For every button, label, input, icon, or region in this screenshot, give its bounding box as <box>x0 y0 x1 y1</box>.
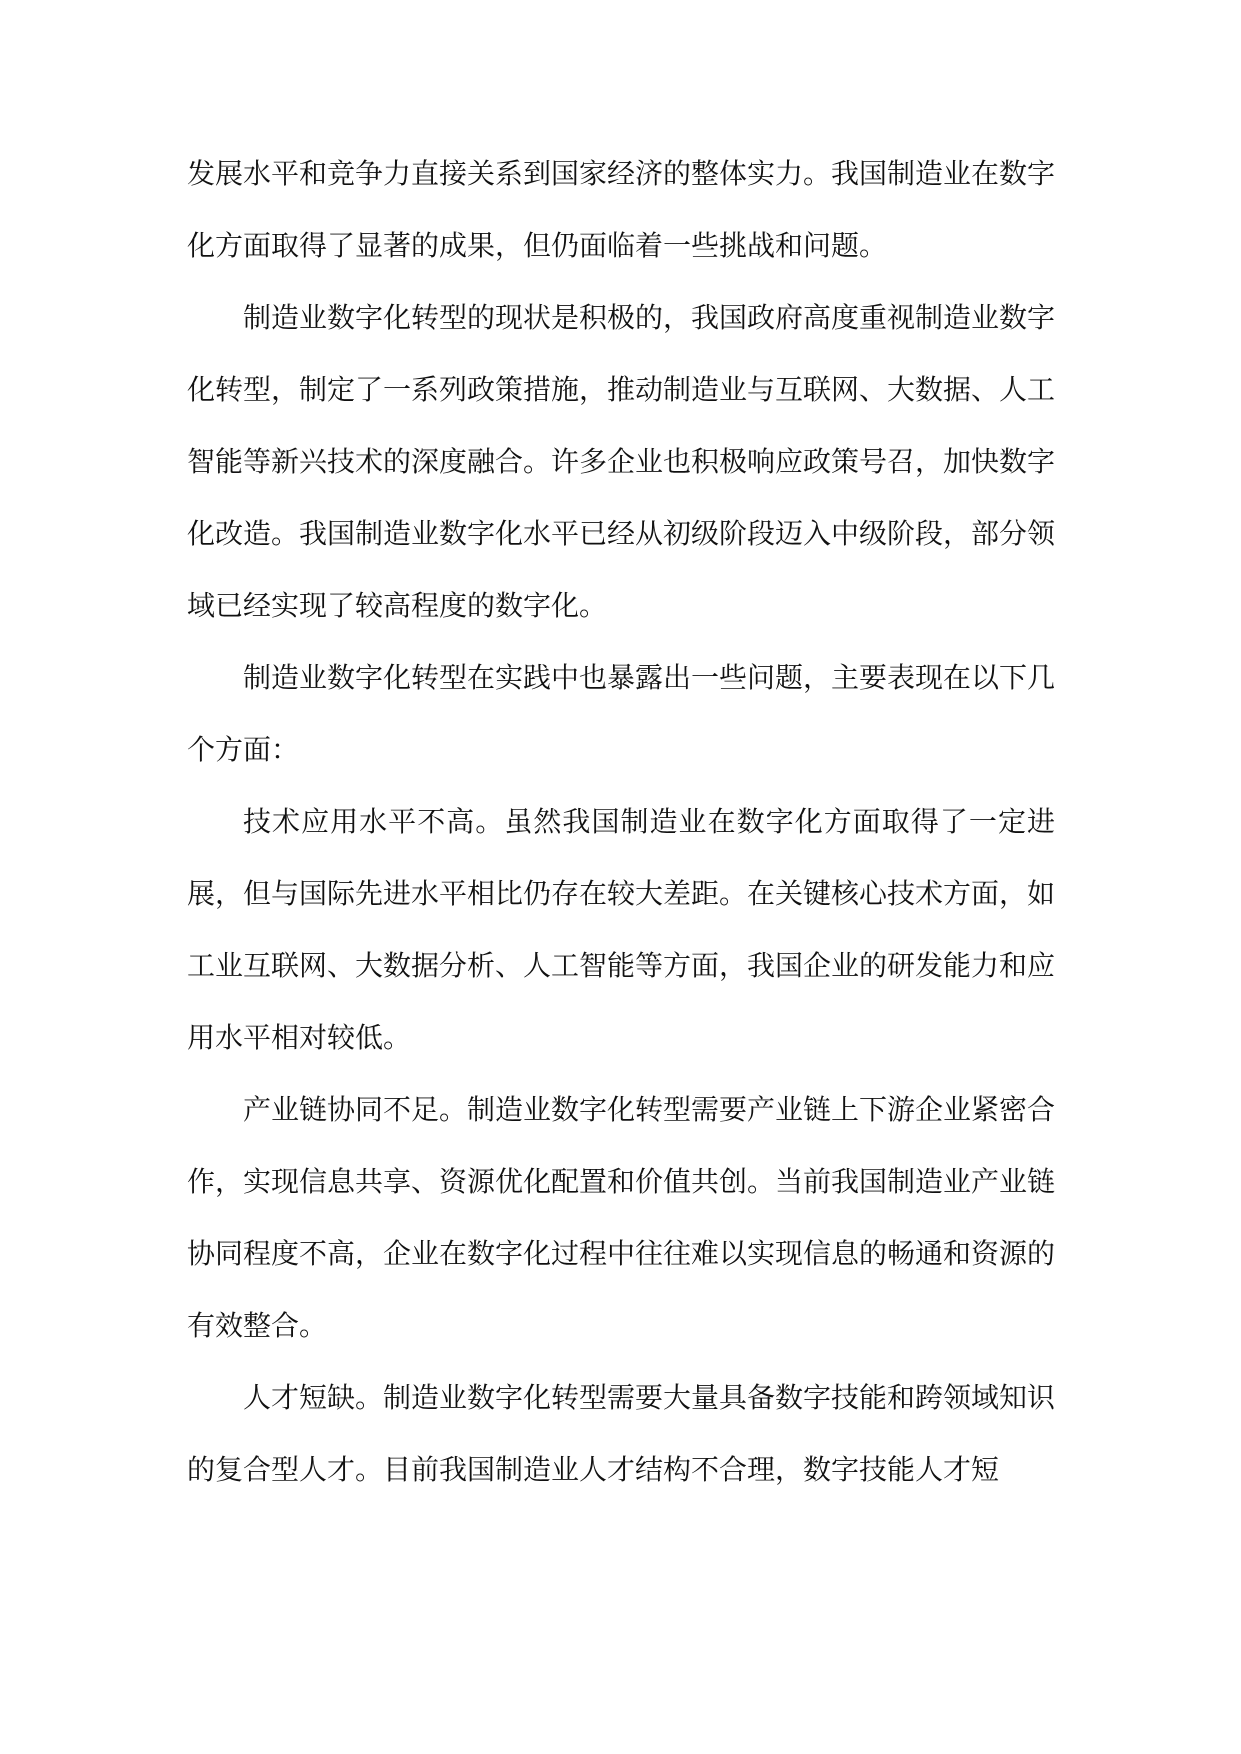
paragraph-industry-chain: 产业链协同不足。制造业数字化转型需要产业链上下游企业紧密合作，实现信息共享、资源优化配置和价值共创。当前我国制造业产业链协同程度不高，企业在数字化过程中往往难以实现信息的畅通和资源的有效整合。 <box>187 1093 1056 1342</box>
paragraph-technology: 技术应用水平不高。虽然我国制造业在数字化方面取得了一定进展，但与国际先进水平相比仍存在较大差距。在关键核心技术方面，如工业互联网、大数据分析、人工智能等方面，我国企业的研发能力和应用水平相对较低。 <box>187 805 1056 1054</box>
paragraph-talent: 人才短缺。制造业数字化转型需要大量具备数字技能和跨领域知识的复合型人才。目前我国制造业人才结构不合理，数字技能人才短 <box>187 1381 1056 1486</box>
paragraph-problems-intro: 制造业数字化转型在实践中也暴露出一些问题，主要表现在以下几个方面： <box>187 661 1056 766</box>
document-body <box>187 138 1055 1506</box>
paragraph-current-status: 制造业数字化转型的现状是积极的，我国政府高度重视制造业数字化转型，制定了一系列政策措施，推动制造业与互联网、大数据、人工智能等新兴技术的深度融合。许多企业也积极响应政策号召，加快数字化改造。我国制造业数字化水平已经从初级阶段迈入中级阶段，部分领域已经实现了较高程度的数字化。 <box>187 301 1056 622</box>
paragraph-continuation: 发展水平和竞争力直接关系到国家经济的整体实力。我国制造业在数字化方面取得了显著的成果，但仍面临着一些挑战和问题。 <box>187 157 1056 262</box>
